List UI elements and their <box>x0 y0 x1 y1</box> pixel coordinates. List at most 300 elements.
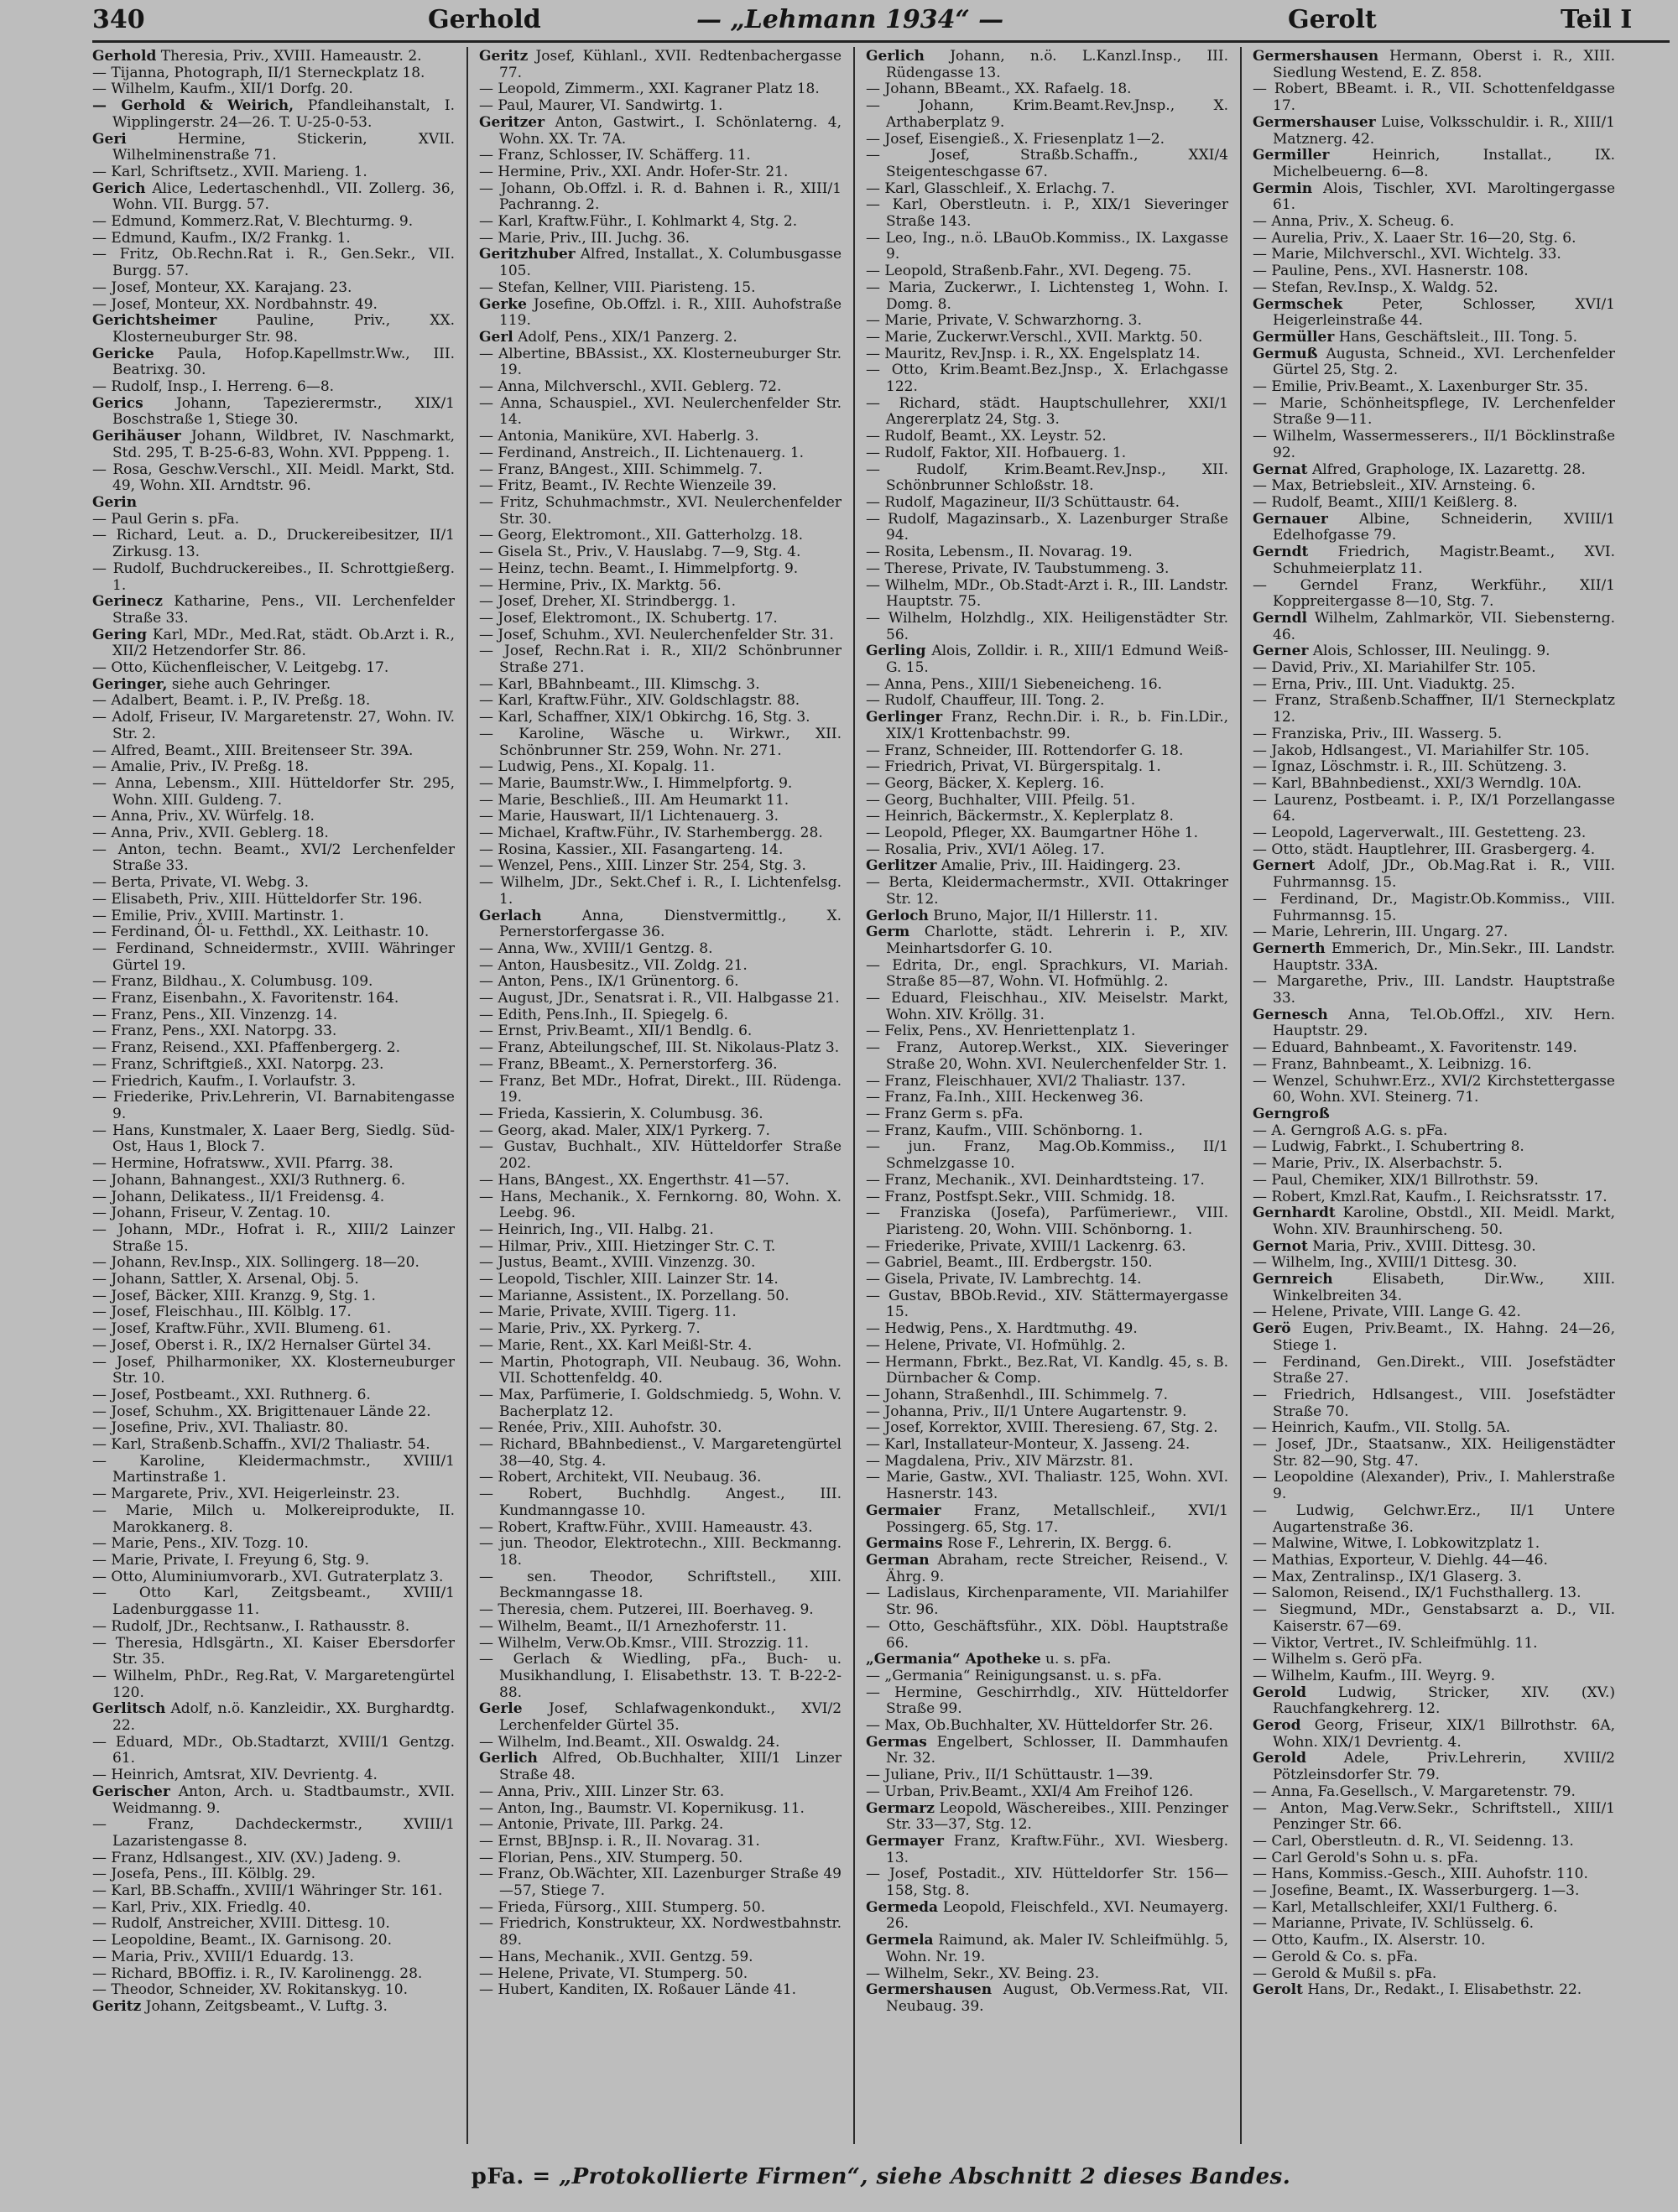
entry-text: — Richard, BBahnbedienst., V. Margaretengürtel 38—40, Stg. 4. <box>479 1436 842 1470</box>
directory-entry <box>479 445 842 462</box>
entry-text: — Josef, Bäcker, XIII. Kranzg. 9, Stg. 1. <box>92 1287 376 1304</box>
entry-text: — Max, Ob.Buchhalter, XV. Hütteldorfer Str. 26. <box>866 1717 1213 1735</box>
directory-entry <box>1253 214 1615 231</box>
entry-text: — Ernst, Priv.Beamt., XII/1 Bendlg. 6. <box>479 1023 753 1040</box>
directory-entry <box>92 1355 455 1387</box>
directory-entry <box>1253 1503 1615 1536</box>
entry-surname: Geritzhuber <box>479 246 576 263</box>
entry-text: — Eduard, Fleischhau., XIV. Meiselstr. Markt, Wohn. XIV. Kröllg. 31. <box>866 990 1228 1023</box>
entry-text: — Adalbert, Beamt. i. P., IV. Preßg. 18. <box>92 692 371 710</box>
entry-text: — Karl, Installateur-Monteur, X. Jasseng. 24. <box>866 1436 1191 1454</box>
entry-text: — Karl, Kraftw.Führ., XIV. Goldschlagstr. 88. <box>479 692 800 710</box>
entry-text: Franz, Metallschleif., XVI/1 Possingerg. 65, Stg. 17. <box>886 1502 1228 1536</box>
entry-text: — Hans, BAngest., XX. Engerthstr. 41—57. <box>479 1171 789 1189</box>
directory-entry <box>1253 81 1615 114</box>
directory-entry <box>866 49 1228 81</box>
directory-entry <box>1253 1321 1615 1354</box>
directory-entry <box>1253 1156 1615 1173</box>
directory-entry <box>479 1652 842 1701</box>
directory-entry <box>1253 1173 1615 1189</box>
entry-text: — Aurelia, Priv., X. Laaer Str. 16—20, Stg. 6. <box>1253 229 1576 247</box>
entry-text: — Anna, Priv., XIII. Linzer Str. 63. <box>479 1783 725 1800</box>
entry-text: — Marianne, Assistent., IX. Porzellang. 50. <box>479 1287 789 1304</box>
entry-text: Abraham, recte Streicher, Reisend., V. Ährg. 9. <box>886 1551 1228 1585</box>
entry-text: — Wilhelm, Kaufm., III. Weyrg. 9. <box>1253 1667 1495 1684</box>
entry-text: — Karl, Glasschleif., X. Erlachg. 7. <box>866 180 1115 197</box>
directory-entry <box>1253 396 1615 429</box>
entry-text: — Juliane, Priv., II/1 Schüttaustr. 1—39. <box>866 1767 1154 1784</box>
directory-entry <box>1253 1900 1615 1917</box>
directory-entry <box>866 429 1228 445</box>
directory-entry <box>479 611 842 627</box>
directory-entry <box>1253 231 1615 247</box>
entry-text: — Marie, Baumstr.Ww., I. Himmelpfortg. 9. <box>479 774 793 792</box>
entry-text: — Otto, Küchenfleischer, V. Leitgebg. 17. <box>92 659 389 677</box>
directory-entry <box>479 1239 842 1256</box>
entry-text: — Theresia, chem. Putzerei, III. Boerhaveg. 9. <box>479 1601 814 1619</box>
directory-entry <box>92 396 455 429</box>
directory-entry <box>1253 1239 1615 1256</box>
directory-entry <box>1253 825 1615 842</box>
entry-text: — Anton, Pens., IX/1 Grünentorg. 6. <box>479 973 739 991</box>
entry-surname: Gernreich <box>1253 1271 1333 1288</box>
entry-text: — Georg, akad. Maler, XIX/1 Pyrkerg. 7. <box>479 1122 770 1139</box>
entry-text: — Marie, Priv., IX. Alserbachstr. 5. <box>1253 1155 1503 1173</box>
entry-text: — Johann, Sattler, X. Arsenal, Obj. 5. <box>92 1271 359 1288</box>
entry-surname: Gerndt <box>1253 544 1309 561</box>
entry-surname: Germaier <box>866 1502 941 1519</box>
entry-text: — Leopold, Pfleger, XX. Baumgartner Höhe 1. <box>866 825 1198 842</box>
entry-text: — Theodor, Schneider, XV. Rokitanskyg. 10. <box>92 1981 409 1999</box>
entry-surname: Gerin <box>92 493 138 511</box>
directory-entry <box>92 1536 455 1553</box>
directory-entry <box>479 1866 842 1899</box>
entry-text: — Mathias, Exporteur, V. Diehlg. 44—46. <box>1253 1551 1548 1569</box>
entry-text: — Josef, Philharmoniker, XX. Klosterneuburger Str. 10. <box>92 1353 455 1387</box>
entry-surname: Geritz <box>92 1997 142 2015</box>
entry-surname: Gerlich <box>866 49 925 65</box>
entry-text: — Berta, Private, VI. Webg. 3. <box>92 874 310 892</box>
directory-entry <box>866 330 1228 346</box>
directory-entry <box>92 710 455 742</box>
directory-entry <box>479 643 842 676</box>
entry-text: — Viktor, Vertret., IV. Schleifmühlg. 11. <box>1253 1634 1538 1652</box>
directory-entry <box>92 1585 455 1618</box>
entry-text: — Franz, Postfspt.Sekr., VIII. Schmidg. 18. <box>866 1188 1175 1205</box>
entry-text: — Hermine, Geschirrhdlg., XIV. Hütteldorfer Straße 99. <box>866 1684 1228 1718</box>
directory-entry <box>479 1751 842 1783</box>
entry-text: — Florian, Pens., XIV. Stumperg. 50. <box>479 1849 743 1866</box>
directory-entry <box>866 958 1228 991</box>
entry-text: Johann, n.ö. L.Kanzl.Insp., III. Rüdengasse 13. <box>886 49 1228 81</box>
entry-surname: Germschek <box>1253 295 1343 313</box>
entry-text: — Fritz, Schuhmachmstr., XVI. Neulerchenfelder Str. 30. <box>479 493 842 528</box>
entry-text: — Franz, Abteilungschef, III. St. Nikolaus-Platz 3. <box>479 1039 840 1057</box>
left-running-head: Gerhold <box>428 5 541 34</box>
directory-entry <box>866 512 1228 544</box>
directory-entry <box>479 1949 842 1966</box>
directory-entry <box>479 1321 842 1338</box>
page-footer <box>92 2164 1670 2198</box>
entry-text: — Franz, Ob.Wächter, XII. Lazenburger Straße 49—57, Stiege 7. <box>479 1866 842 1900</box>
entry-text: — Josef, Straßb.Schaffn., XXI/4 Steigenteschgasse 67. <box>866 147 1228 180</box>
entry-surname: Gerö <box>1253 1320 1291 1338</box>
directory-entry <box>92 1701 455 1734</box>
entry-text: Peter, Schlosser, XVI/1 Heigerleinstraße 44. <box>1273 295 1615 330</box>
directory-entry <box>866 1205 1228 1238</box>
entry-text: — Josef, Eisengieß., X. Friesenplatz 1—2. <box>866 130 1165 148</box>
entry-surname: Germarz <box>866 1799 935 1817</box>
directory-entry <box>92 1866 455 1883</box>
entry-surname: Gerichtsheimer <box>92 312 217 330</box>
directory-entry <box>479 1288 842 1305</box>
entry-text: — Eduard, Bahnbeamt., X. Favoritenstr. 149. <box>1253 1039 1577 1057</box>
directory-column-2 <box>479 49 842 2143</box>
directory-entry <box>479 875 842 908</box>
entry-text: Leopold, Wäschereibes., XIII. Penzinger Str. 33—37, Stg. 12. <box>886 1799 1228 1834</box>
directory-entry <box>1253 892 1615 924</box>
directory-entry <box>479 1636 842 1652</box>
entry-text: — „Germania“ Reinigungsanst. u. s. pFa. <box>866 1667 1162 1684</box>
entry-text: — August, JDr., Senatsrat i. R., VII. Halbgasse 21. <box>479 990 840 1007</box>
entry-text: — Emilie, Priv., XVIII. Martinstr. 1. <box>92 907 344 924</box>
entry-text: — Johann, Friseur, V. Zentag. 10. <box>92 1205 331 1222</box>
entry-text: Hans, Geschäftsleit., III. Tong. 5. <box>1338 328 1578 346</box>
directory-entry <box>92 1883 455 1900</box>
entry-text: — Otto, städt. Hauptlehrer, III. Grasbergerg. 4. <box>1253 841 1596 858</box>
entry-text: — Franz, Hdlsangest., XIV. (XV.) Jadeng. 9. <box>92 1849 401 1866</box>
entry-text: — Hermine, Priv., IX. Marktg. 56. <box>479 576 722 594</box>
entry-text: — Rudolf, JDr., Rechtsanw., I. Rathausstr. 8. <box>92 1617 410 1635</box>
directory-entry <box>479 1023 842 1040</box>
entry-text: — Anton, Ing., Baumstr. VI. Kopernikusg. 11. <box>479 1799 805 1817</box>
entry-text: — Rudolf, Magazinsarb., X. Lazenburger Straße 94. <box>866 510 1228 544</box>
entry-text: — Anna, Priv., XVII. Geblerg. 18. <box>92 825 329 842</box>
directory-entry <box>866 544 1228 561</box>
directory-entry <box>866 1106 1228 1123</box>
entry-text: — Wilhelm, MDr., Ob.Stadt-Arzt i. R., III. Landstr. Hauptstr. 75. <box>866 576 1228 611</box>
entry-text: — Otto, Geschäftsführ., XIX. Döbl. Hauptstraße 66. <box>866 1617 1228 1652</box>
directory-entry <box>92 379 455 396</box>
entry-text: — Franz, Fleischhauer, XVI/2 Thaliastr. 137. <box>866 1072 1186 1090</box>
entry-text: Josef, Kühlanl., XVII. Redtenbachergasse 77. <box>499 49 842 81</box>
directory-entry <box>1253 330 1615 346</box>
entry-text: — Wilhelm, Verw.Ob.Kmsr., VIII. Strozzig. 11. <box>479 1634 810 1652</box>
entry-surname: Gerlinger <box>866 709 943 726</box>
directory-entry <box>92 1966 455 1983</box>
entry-surname: Gericke <box>92 345 154 362</box>
directory-entry <box>92 81 455 98</box>
directory-entry <box>1253 1602 1615 1635</box>
entry-surname: Gerlitzer <box>866 857 937 875</box>
entry-text: Anna, Dienstvermittlg., X. Pernerstorfergasse 36. <box>499 907 842 941</box>
directory-entry <box>1253 1189 1615 1206</box>
directory-entry <box>1253 148 1615 180</box>
directory-entry <box>479 991 842 1007</box>
directory-entry <box>866 693 1228 710</box>
entry-text: Engelbert, Schlosser, II. Dammhaufen Nr. 32. <box>886 1733 1228 1767</box>
entry-text: Wilhelm, Zahlmarkör, VII. Siebensterng. 46. <box>1273 609 1615 643</box>
entry-text: — Renée, Priv., XIII. Auhofstr. 30. <box>479 1419 722 1437</box>
entry-text: — Franz, Schriftgieß., XXI. Natorpg. 23. <box>92 1055 384 1073</box>
directory-entry <box>866 908 1228 925</box>
entry-surname: Gerke <box>479 295 527 313</box>
directory-entry <box>1253 693 1615 726</box>
directory-entry <box>479 1040 842 1057</box>
entry-text: — Franz, Bahnbeamt., X. Leibnizg. 16. <box>1253 1055 1532 1073</box>
entry-text: — Richard, städt. Hauptschullehrer, XXI/1 Angererplatz 24, Stg. 3. <box>866 394 1228 429</box>
directory-entry <box>479 98 842 115</box>
entry-text: Franz, Kraftw.Führ., XVI. Wiesberg. 13. <box>886 1832 1228 1866</box>
entry-text: Ludwig, Stricker, XIV. (XV.) Rauchfangkehrerg. 12. <box>1273 1684 1615 1718</box>
directory-entry <box>866 495 1228 512</box>
directory-entry <box>479 1817 842 1834</box>
entry-text: — Heinrich, Ing., VII. Halbg. 21. <box>479 1221 714 1238</box>
entry-text: — Johanna, Priv., II/1 Untere Augartenstr. 9. <box>866 1403 1187 1420</box>
directory-entry <box>92 1420 455 1437</box>
directory-entry <box>866 1585 1228 1618</box>
entry-text: — Josef, Fleischhau., III. Kölblg. 17. <box>92 1304 352 1321</box>
entry-text: — Gerold & Co. s. pFa. <box>1253 1948 1419 1965</box>
directory-entry <box>479 1338 842 1355</box>
entry-text: — Max, Betriebsleit., XIV. Arnsteing. 6. <box>1253 477 1536 495</box>
footer-abbreviation: pFa. = <box>471 2164 551 2189</box>
entry-text: — Ladislaus, Kirchenparamente, VII. Mariahilfer Str. 96. <box>866 1585 1228 1619</box>
directory-entry <box>1253 1205 1615 1238</box>
directory-entry <box>866 1040 1228 1073</box>
directory-entry <box>1253 743 1615 760</box>
entry-surname: Germeda <box>866 1898 938 1916</box>
entry-surname: Gerlich <box>479 1750 538 1767</box>
entry-surname: Germains <box>866 1535 943 1553</box>
directory-entry <box>866 1090 1228 1106</box>
directory-entry <box>866 462 1228 495</box>
entry-surname: Gernot <box>1253 1237 1308 1255</box>
directory-entry <box>866 313 1228 330</box>
directory-entry <box>479 330 842 346</box>
entry-text: — Franz, Autorep.Werkst., XIX. Sieveringer Straße 20, Wohn. XVI. Neulerchenfelder Str. 1. <box>866 1039 1228 1073</box>
directory-entry <box>92 528 455 560</box>
entry-text: — Ludwig, Fabrkt., I. Schubertring 8. <box>1253 1138 1524 1156</box>
entry-text: — Karl, Schaffner, XIX/1 Obkirchg. 16, Stg. 3. <box>479 709 810 726</box>
entry-text: — Friederike, Private, XVIII/1 Lackenrg. 63. <box>866 1237 1186 1255</box>
directory-entry <box>1253 924 1615 941</box>
entry-text: — Marie, Lehrerin, III. Ungarg. 27. <box>1253 924 1509 941</box>
entry-text: — Gisela St., Priv., V. Hauslabg. 7—9, Stg. 4. <box>479 544 801 561</box>
directory-entry <box>866 1437 1228 1454</box>
entry-surname: Gerolt <box>1253 1981 1303 1999</box>
entry-text: — Josefine, Priv., XVI. Thaliastr. 80. <box>92 1419 349 1437</box>
entry-text: — Friedrich, Konstrukteur, XX. Nordwestbahnstr. 89. <box>479 1915 842 1949</box>
directory-entry <box>92 1454 455 1486</box>
directory-entry <box>866 1255 1228 1272</box>
entry-text: Amalie, Priv., III. Haidingerg. 23. <box>941 857 1181 875</box>
entry-text: Alice, Ledertaschenhdl., VII. Zollerg. 36, Wohn. VII. Burgg. 57. <box>112 180 455 214</box>
header-rule <box>92 40 1670 43</box>
entry-text: — Marie, Schönheitspflege, IV. Lerchenfelder Straße 9—11. <box>1253 394 1615 429</box>
directory-entry <box>866 1355 1228 1387</box>
directory-entry <box>866 1023 1228 1040</box>
entry-text: — Josef, Monteur, XX. Karajang. 23. <box>92 278 352 296</box>
entry-text: Adolf, Pens., XIX/1 Panzerg. 2. <box>518 328 737 346</box>
entry-text: — Emilie, Priv.Beamt., X. Laxenburger Str. 35. <box>1253 378 1588 396</box>
directory-entry <box>92 693 455 710</box>
directory-entry <box>866 611 1228 643</box>
directory-entry <box>1253 1801 1615 1834</box>
entry-text: — Wilhelm, Ind.Beamt., XII. Oswaldg. 24. <box>479 1733 780 1751</box>
directory-entry <box>92 49 455 65</box>
directory-entry <box>1253 1123 1615 1140</box>
directory-entry <box>1253 462 1615 479</box>
entry-text: — Heinz, techn. Beamt., I. Himmelpfortg. 9. <box>479 560 799 577</box>
directory-entry <box>1253 1272 1615 1304</box>
directory-entry <box>479 1735 842 1751</box>
directory-entry <box>92 1982 455 1999</box>
directory-entry <box>92 875 455 892</box>
directory-entry <box>479 809 842 825</box>
directory-entry <box>1253 1916 1615 1933</box>
entry-surname: Gerod <box>1253 1717 1301 1735</box>
entry-text: — Josef, Rechn.Rat i. R., XII/2 Schönbrunner Straße 271. <box>479 643 842 677</box>
directory-entry <box>92 677 455 694</box>
entry-surname: Gernat <box>1253 461 1308 478</box>
directory-entry <box>866 1338 1228 1355</box>
directory-entry <box>479 1834 842 1850</box>
entry-text: — Alfred, Beamt., XIII. Breitenseer Str. 39A. <box>92 742 414 759</box>
directory-entry <box>1253 1866 1615 1883</box>
entry-text: — Robert, Buchhdlg. Angest., III. Kundmanngasse 10. <box>479 1486 842 1519</box>
entry-text: Alois, Tischler, XVI. Maroltingergasse 61. <box>1273 180 1615 214</box>
entry-text: — Ignaz, Löschmstr. i. R., III. Schützeng. 3. <box>1253 758 1567 776</box>
directory-entry <box>92 164 455 181</box>
entry-text: — Johann, BBeamt., XX. Rafaelg. 18. <box>866 81 1132 98</box>
entry-text: — Margarete, Priv., XVI. Heigerleinstr. 23. <box>92 1486 400 1503</box>
entry-text: — Franz, Straßenb.Schaffner, II/1 Sterneckplatz 12. <box>1253 692 1615 726</box>
entry-text: — Berta, Kleidermachermstr., XVII. Ottakringer Str. 12. <box>866 874 1228 908</box>
entry-text: — Johann, MDr., Hofrat i. R., XIII/2 Lainzer Straße 15. <box>92 1221 455 1255</box>
directory-entry <box>866 1652 1228 1668</box>
entry-text: Hermine, Stickerin, XVII. Wilhelminenstraße 71. <box>112 130 455 164</box>
directory-entry <box>92 1156 455 1173</box>
entry-text: — Stefan, Kellner, VIII. Piaristeng. 15. <box>479 278 756 296</box>
entry-text: — Josefine, Beamt., IX. Wasserburgerg. 1—3. <box>1253 1882 1580 1900</box>
entry-text: — Marie, Priv., III. Juchg. 36. <box>479 229 690 247</box>
directory-entry <box>866 710 1228 742</box>
directory-entry <box>866 362 1228 395</box>
entry-text: Leopold, Fleischfeld., XVI. Neumayerg. 26. <box>886 1898 1228 1933</box>
directory-entry <box>866 858 1228 875</box>
directory-entry <box>1253 49 1615 81</box>
directory-entry <box>479 148 842 164</box>
directory-entry <box>92 429 455 461</box>
directory-entry <box>1253 726 1615 743</box>
directory-entry <box>479 1304 842 1321</box>
directory-entry <box>1253 1470 1615 1502</box>
entry-text: — Marie, Rent., XX. Karl Meißl-Str. 4. <box>479 1336 753 1354</box>
directory-entry <box>479 528 842 544</box>
directory-entry <box>479 1189 842 1222</box>
entry-text: Alfred, Graphologe, IX. Lazarettg. 28. <box>1311 461 1586 478</box>
directory-entry <box>1253 1850 1615 1867</box>
directory-column-1 <box>92 49 455 2143</box>
directory-entry <box>1253 280 1615 297</box>
entry-text: — Wilhelm, Beamt., II/1 Arnezhoferstr. 11. <box>479 1617 787 1635</box>
entry-surname: Germershauser <box>1253 113 1376 131</box>
directory-entry <box>479 81 842 98</box>
directory-entry <box>92 346 455 379</box>
entry-surname: Gerich <box>92 180 146 197</box>
entry-text: — Theresia, Hdlsgärtn., XI. Kaiser Ebersdorfer Str. 35. <box>92 1634 455 1668</box>
entry-text: — Justus, Beamt., XVIII. Vinzenzg. 30. <box>479 1254 756 1272</box>
directory-entry <box>1253 611 1615 643</box>
entry-text: — Hermine, Priv., XXI. Andr. Hofer-Str. 21. <box>479 163 789 180</box>
entry-text: — Leopoldine (Alexander), Priv., I. Mahlerstraße 9. <box>1253 1469 1615 1503</box>
entry-surname: Germayer <box>866 1832 944 1850</box>
entry-text: — Hermann, Fbrkt., Bez.Rat, VI. Kandlg. 45, s. B. Dürnbacher & Comp. <box>866 1353 1228 1387</box>
directory-entry <box>866 1503 1228 1536</box>
entry-text: — Johann, Delikatess., II/1 Freidensg. 4. <box>92 1188 385 1205</box>
entry-text: — Josef, Monteur, XX. Nordbahnstr. 49. <box>92 295 378 313</box>
entry-text: — Helene, Private, VI. Stumperg. 50. <box>479 1965 748 1982</box>
directory-entry <box>479 1139 842 1172</box>
directory-entry <box>1253 1040 1615 1057</box>
entry-text: — Edrita, Dr., engl. Sprachkurs, VI. Mariah. Straße 85—87, Wohn. VI. Hofmühlg. 2. <box>866 956 1228 991</box>
entry-text: — Rosalia, Priv., XVI/1 Aöleg. 17. <box>866 841 1105 858</box>
entry-text: — Amalie, Priv., IV. Preßg. 18. <box>92 758 310 776</box>
directory-entry <box>479 1272 842 1288</box>
entry-text: — Robert, Kmzl.Rat, Kaufm., I. Reichsratsstr. 17. <box>1253 1188 1608 1205</box>
page-header <box>92 2 1678 35</box>
directory-entry <box>479 793 842 809</box>
directory-entry <box>1253 1883 1615 1900</box>
entry-text: — Rudolf, Buchdruckereibes., II. Schrottgießerg. 1. <box>92 560 455 594</box>
directory-entry <box>866 231 1228 263</box>
entry-text: Alfred, Ob.Buchhalter, XIII/1 Linzer Straße 48. <box>499 1750 842 1784</box>
entry-surname: Gerloch <box>866 907 929 924</box>
entry-surname: Geritz <box>479 49 529 65</box>
entry-text: Hermann, Oberst i. R., XIII. Siedlung Westend, E. Z. 858. <box>1273 49 1615 81</box>
directory-entry <box>479 1222 842 1239</box>
directory-entry <box>479 1255 842 1272</box>
entry-text: — Eduard, MDr., Ob.Stadtarzt, XVIII/1 Gentzg. 61. <box>92 1733 455 1767</box>
directory-entry <box>866 1553 1228 1585</box>
directory-entry <box>866 1933 1228 1965</box>
entry-text: — Marie, Gastw., XVI. Thaliastr. 125, Wohn. XVI. Hasnerstr. 143. <box>866 1469 1228 1503</box>
entry-text: — Carl, Oberstleutn. d. R., VI. Seidenng. 13. <box>1253 1832 1574 1850</box>
entry-text: — Paul Gerin s. pFa. <box>92 510 240 528</box>
entry-text: Rose F., Lehrerin, IX. Bergg. 6. <box>947 1535 1172 1553</box>
entry-text: — Martin, Photograph, VII. Neubaug. 36, Wohn. VII. Schottenfeldg. 40. <box>479 1353 842 1387</box>
directory-entry <box>479 693 842 710</box>
directory-entry <box>1253 379 1615 396</box>
entry-text: — Marie, Zuckerwr.Verschl., XVII. Marktg. 50. <box>866 328 1203 346</box>
directory-entry <box>479 1982 842 1999</box>
entry-surname: Geri <box>92 130 127 148</box>
entry-text: — Georg, Bäcker, X. Keplerg. 16. <box>866 774 1105 792</box>
directory-entry <box>1253 1057 1615 1074</box>
directory-column-3 <box>866 49 1228 2143</box>
entry-text: — Hans, Kommiss.-Gesch., XIII. Auhofstr. 110. <box>1253 1866 1588 1883</box>
entry-text: — Wilhelm, Wassermesserers., II/1 Böcklinstraße 92. <box>1253 428 1615 461</box>
entry-surname: Gerlitsch <box>92 1700 166 1718</box>
directory-entry <box>866 875 1228 908</box>
entry-text: — Wilhelm, Kaufm., XII/1 Dorfg. 20. <box>92 81 353 98</box>
directory-entry <box>92 908 455 925</box>
entry-text: — Franz, Bildhau., X. Columbusg. 109. <box>92 973 373 991</box>
directory-entry <box>866 1139 1228 1172</box>
entry-surname: Gerl <box>479 328 513 346</box>
directory-entry <box>1253 1585 1615 1602</box>
